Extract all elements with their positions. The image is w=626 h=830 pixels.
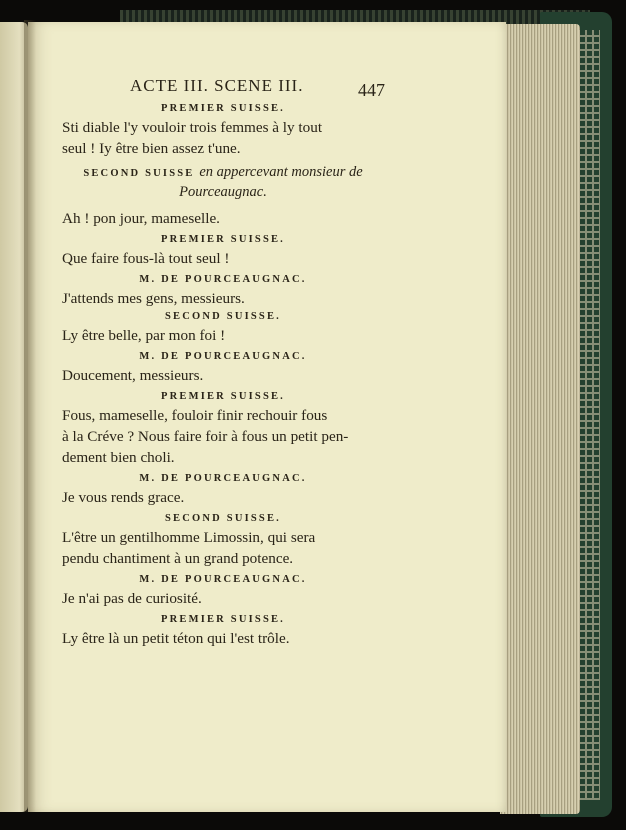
dialogue-line: Ah ! pon jour, mameselle. bbox=[62, 210, 220, 227]
page-edges bbox=[500, 24, 580, 814]
speaker-name: PREMIER SUISSE. bbox=[160, 234, 286, 245]
page-header bbox=[130, 76, 386, 100]
dialogue-line: Doucement, messieurs. bbox=[62, 367, 204, 384]
dialogue-line: seul ! Iy être bien assez t'une. bbox=[62, 140, 241, 157]
dialogue-line: Je vous rends grace. bbox=[62, 489, 185, 506]
dialogue-line: pendu chantiment à un grand potence. bbox=[62, 550, 294, 567]
speaker-name: M. DE POURCEAUGNAC. bbox=[139, 274, 307, 285]
dialogue-line: Fous, mameselle, fouloir finir rechouir fous bbox=[62, 407, 328, 424]
stage-direction: en appercevant monsieur de bbox=[199, 164, 363, 180]
dialogue-line: Je n'ai pas de curiosité. bbox=[62, 590, 202, 607]
speaker-name: M. DE POURCEAUGNAC. bbox=[139, 351, 307, 362]
dialogue-line: Ly être belle, par mon foi ! bbox=[62, 327, 226, 344]
page-number: 447 bbox=[358, 80, 385, 100]
stage-direction: Pourceaugnac. bbox=[179, 184, 267, 200]
dialogue-line: Sti diable l'y vouloir trois femmes à ly tout bbox=[62, 119, 323, 136]
speaker-name: PREMIER SUISSE. bbox=[160, 614, 286, 625]
cover-ornament bbox=[578, 30, 600, 800]
speaker-name: SECOND SUISSE. bbox=[165, 513, 281, 524]
play-text bbox=[62, 101, 384, 649]
speaker-name: PREMIER SUISSE. bbox=[160, 103, 286, 114]
speaker-with-stage-direction bbox=[62, 163, 384, 203]
dialogue-line: L'être un gentilhomme Limossin, qui sera bbox=[62, 529, 316, 546]
speaker-name: M. DE POURCEAUGNAC. bbox=[139, 574, 307, 585]
dialogue-line: dement bien choli. bbox=[62, 449, 175, 466]
speaker-name: SECOND SUISSE bbox=[83, 168, 195, 179]
dialogue-line: Ly être là un petit téton qui l'est trôle. bbox=[62, 630, 290, 647]
dialogue-line: Que faire fous-là tout seul ! bbox=[62, 250, 230, 267]
speaker-name: PREMIER SUISSE. bbox=[160, 391, 286, 402]
gutter-shadow bbox=[24, 20, 36, 812]
running-head: ACTE III. SCENE III. bbox=[130, 76, 304, 95]
speaker-name: M. DE POURCEAUGNAC. bbox=[139, 473, 307, 484]
dialogue-line: J'attends mes gens, messieurs. bbox=[62, 290, 245, 307]
speaker-name: SECOND SUISSE. bbox=[165, 311, 281, 322]
dialogue-line: à la Créve ? Nous faire foir à fous un petit pen- bbox=[62, 428, 349, 445]
